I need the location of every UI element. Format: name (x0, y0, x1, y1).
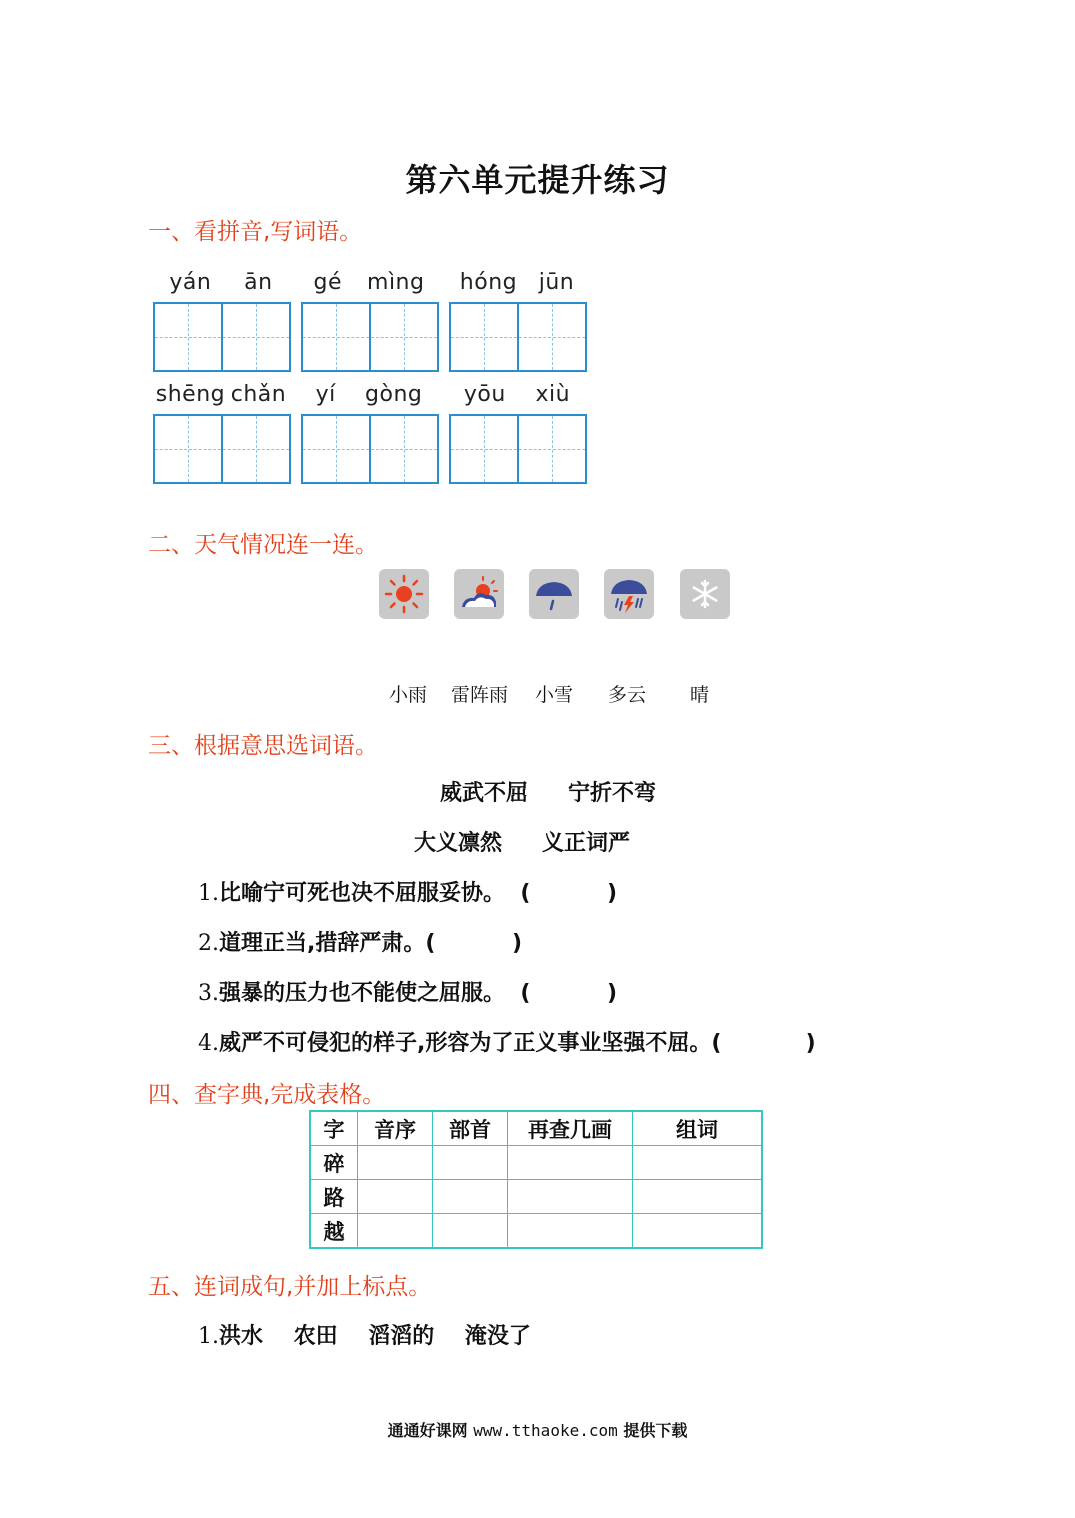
table-header-cell: 组词 (633, 1111, 763, 1146)
dictionary-table (309, 1110, 763, 1249)
pinyin-word-group (449, 270, 585, 370)
question-item: 4.威严不可侵犯的样子,形容为了正义事业坚强不屈。( ) (198, 1031, 816, 1056)
weather-label: 雷阵雨 (451, 684, 509, 706)
table-header-row (310, 1111, 762, 1146)
weather-label: 晴 (690, 684, 710, 706)
table-cell-empty[interactable] (508, 1146, 633, 1180)
pinyin-syllable: mìng (367, 270, 425, 295)
writing-cell[interactable] (223, 416, 289, 482)
snowflake-icon (680, 569, 730, 619)
pinyin-syllable: yí (315, 382, 336, 407)
writing-box[interactable] (301, 302, 439, 372)
pinyin-syllable: yán (169, 270, 212, 295)
pinyin-syllable: chǎn (230, 382, 287, 407)
page-title: 第六单元提升练习 (405, 161, 670, 199)
table-cell-empty[interactable] (508, 1180, 633, 1214)
pinyin-label (153, 270, 289, 300)
sentence-item: 1.洪水 农田 滔滔的 淹没了 (198, 1324, 531, 1349)
pinyin-label (301, 382, 437, 412)
table-cell-empty[interactable] (358, 1146, 433, 1180)
footer-site-name: 通通好课网 (387, 1421, 468, 1440)
pinyin-word-group (301, 270, 437, 370)
pinyin-syllable: hóng (459, 270, 518, 295)
writing-cell[interactable] (451, 304, 519, 370)
table-cell-empty[interactable] (433, 1180, 508, 1214)
table-cell-char: 碎 (310, 1146, 358, 1180)
table-header-cell: 音序 (358, 1111, 433, 1146)
footer (0, 1418, 1075, 1441)
writing-box[interactable] (301, 414, 439, 484)
table-cell-char: 越 (310, 1214, 358, 1249)
pinyin-syllable: gé (313, 270, 342, 295)
writing-cell[interactable] (223, 304, 289, 370)
writing-cell[interactable] (303, 416, 371, 482)
table-cell-empty[interactable] (633, 1214, 763, 1249)
table-header-cell: 再查几画 (508, 1111, 633, 1146)
table-cell-empty[interactable] (633, 1180, 763, 1214)
writing-box[interactable] (449, 302, 587, 372)
weather-label: 小雪 (535, 684, 574, 706)
pinyin-syllable: xiù (535, 382, 571, 407)
table-cell-empty[interactable] (433, 1146, 508, 1180)
pinyin-word-group (301, 382, 437, 482)
sun-icon (379, 569, 429, 619)
pinyin-syllable: jūn (538, 270, 575, 295)
thunderstorm-icon (604, 569, 654, 619)
table-row (310, 1146, 762, 1180)
writing-cell[interactable] (451, 416, 519, 482)
question-item: 3.强暴的压力也不能使之屈服。 ( ) (198, 981, 618, 1006)
table-cell-empty[interactable] (508, 1214, 633, 1249)
footer-url: www.tthaoke.com (473, 1421, 618, 1440)
table-cell-empty[interactable] (633, 1146, 763, 1180)
writing-box[interactable] (449, 414, 587, 484)
pinyin-label (449, 382, 585, 412)
section-3-heading: 三、根据意思选词语。 (148, 733, 378, 759)
writing-cell[interactable] (519, 304, 585, 370)
section-4-heading: 四、查字典,完成表格。 (148, 1082, 386, 1108)
pinyin-label (449, 270, 585, 300)
writing-cell[interactable] (303, 304, 371, 370)
idiom-option: 义正词严 (542, 831, 631, 856)
section-5-heading: 五、连词成句,并加上标点。 (148, 1274, 432, 1300)
writing-box[interactable] (153, 302, 291, 372)
writing-cell[interactable] (371, 416, 437, 482)
weather-label: 小雨 (389, 684, 428, 706)
pinyin-syllable: yōu (463, 382, 506, 407)
table-header-cell: 部首 (433, 1111, 508, 1146)
writing-cell[interactable] (155, 304, 223, 370)
idiom-option: 威武不屈 (440, 781, 529, 806)
section-1-heading: 一、看拼音,写词语。 (148, 219, 363, 245)
light-rain-icon (529, 569, 579, 619)
pinyin-word-group (449, 382, 585, 482)
writing-cell[interactable] (371, 304, 437, 370)
section-2-heading: 二、天气情况连一连。 (148, 532, 378, 558)
writing-box[interactable] (153, 414, 291, 484)
pinyin-word-group (153, 270, 289, 370)
pinyin-syllable: gòng (365, 382, 423, 407)
table-row (310, 1180, 762, 1214)
question-item: 2.道理正当,措辞严肃。( ) (198, 931, 523, 956)
question-item: 1.比喻宁可死也决不屈服妥协。 ( ) (198, 881, 618, 906)
pinyin-label (153, 382, 289, 412)
table-cell-char: 路 (310, 1180, 358, 1214)
table-cell-empty[interactable] (358, 1180, 433, 1214)
table-cell-empty[interactable] (433, 1214, 508, 1249)
idiom-option: 大义凛然 (414, 831, 503, 856)
idiom-option: 宁折不弯 (568, 781, 657, 806)
pinyin-syllable: shēng (155, 382, 226, 407)
table-cell-empty[interactable] (358, 1214, 433, 1249)
writing-cell[interactable] (519, 416, 585, 482)
weather-label: 多云 (608, 684, 647, 706)
pinyin-syllable: ān (244, 270, 273, 295)
table-row (310, 1214, 762, 1249)
writing-cell[interactable] (155, 416, 223, 482)
pinyin-word-group (153, 382, 289, 482)
pinyin-label (301, 270, 437, 300)
table-header-cell: 字 (310, 1111, 358, 1146)
partly-cloudy-icon (454, 569, 504, 619)
footer-note: 提供下载 (623, 1421, 688, 1440)
